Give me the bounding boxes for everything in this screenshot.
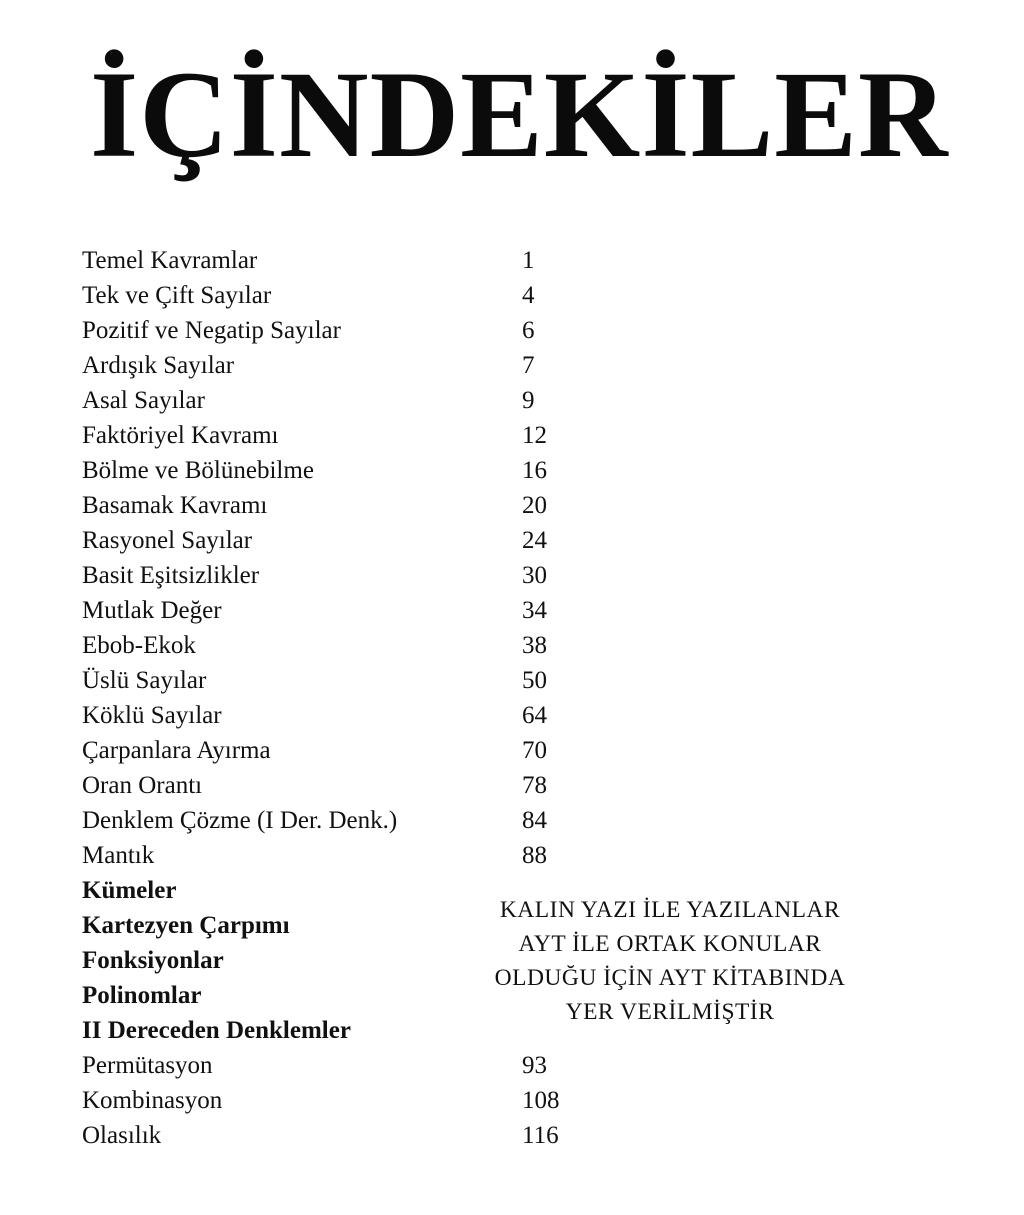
toc-entry-page: 84 [522, 807, 547, 834]
toc-entry-label: Fonksiyonlar [82, 947, 224, 974]
toc-entry-page: 88 [522, 842, 547, 869]
note-line: AYT İLE ORTAK KONULAR [518, 931, 822, 957]
toc-entry-page: 70 [522, 737, 547, 764]
toc-entry-label: II Dereceden Denklemler [82, 1017, 351, 1044]
toc-entry-page: 16 [522, 457, 547, 484]
toc-entry-label: Polinomlar [82, 982, 202, 1009]
toc-entry-page: 108 [522, 1087, 560, 1114]
toc-entry-page: 50 [522, 667, 547, 694]
toc-entry [82, 803, 642, 838]
toc-entry [82, 313, 642, 348]
toc-entry [82, 558, 642, 593]
toc-entry-page: 1 [522, 247, 535, 274]
toc-entry-page: 93 [522, 1052, 547, 1079]
toc-entry [82, 278, 642, 313]
toc-entry [82, 663, 642, 698]
toc-entry-label: Basamak Kavramı [82, 492, 268, 519]
toc-entry-page: 34 [522, 597, 547, 624]
toc-entry-page: 7 [522, 352, 535, 379]
toc-entry-page: 24 [522, 527, 547, 554]
toc-entry [82, 243, 642, 278]
toc-entry [82, 628, 642, 663]
toc-entry [82, 383, 642, 418]
note-line: OLDUĞU İÇİN AYT KİTABINDA [494, 965, 846, 991]
toc-entry-label: Mantık [82, 842, 155, 869]
toc-entry-label: Mutlak Değer [82, 597, 222, 624]
toc-entry-page: 116 [522, 1122, 559, 1149]
toc-entry-label: Basit Eşitsizlikler [82, 562, 260, 589]
toc-entry [82, 838, 642, 873]
toc-entry [82, 523, 642, 558]
toc-entry-label: Olasılık [82, 1122, 162, 1149]
toc-entry-page: 6 [522, 317, 535, 344]
toc-entry-label: Kartezyen Çarpımı [82, 912, 290, 939]
toc-entry [82, 768, 642, 803]
toc-entry-label: Kümeler [82, 877, 177, 904]
toc-entry-label: Kombinasyon [82, 1087, 223, 1114]
toc-entry [82, 698, 642, 733]
toc-entry [82, 348, 642, 383]
toc-entry [82, 733, 642, 768]
toc-entry-page: 4 [522, 282, 535, 309]
toc-entry-page: 64 [522, 702, 547, 729]
toc-entry-label: Permütasyon [82, 1052, 213, 1079]
toc-entry [82, 1118, 642, 1153]
toc-entry [82, 488, 642, 523]
toc-entry [82, 1048, 642, 1083]
note-line: KALIN YAZI İLE YAZILANLAR [499, 897, 841, 923]
toc-entry-label: Faktöriyel Kavramı [82, 422, 279, 449]
bold-topics-note [440, 893, 900, 1029]
toc-entry-page: 20 [522, 492, 547, 519]
toc-entry-page: 9 [522, 387, 535, 414]
toc-entry-page: 38 [522, 632, 547, 659]
note-line: YER VERİLMİŞTİR [565, 999, 775, 1025]
toc-entry-page: 12 [522, 422, 547, 449]
toc-entry-label: Bölme ve Bölünebilme [82, 457, 314, 484]
toc-entry-label: Tek ve Çift Sayılar [82, 282, 272, 309]
toc-entry-label: Köklü Sayılar [82, 702, 222, 729]
toc-entry [82, 418, 642, 453]
toc-entry-label: Çarpanlara Ayırma [82, 737, 271, 764]
toc-entry-label: Denklem Çözme (I Der. Denk.) [82, 807, 398, 834]
toc-entry-label: Pozitif ve Negatip Sayılar [82, 317, 341, 344]
toc-entry-label: Üslü Sayılar [82, 667, 207, 694]
toc-entry-label: Ebob-Ekok [82, 632, 196, 659]
toc-entry-label: Rasyonel Sayılar [82, 527, 253, 554]
toc-entry-label: Asal Sayılar [82, 387, 205, 414]
toc-entry-page: 78 [522, 772, 547, 799]
page-title: İÇİNDEKİLER [90, 46, 949, 183]
toc-entry [82, 593, 642, 628]
toc-entry [82, 1083, 642, 1118]
toc-entry-label: Ardışık Sayılar [82, 352, 235, 379]
toc-entry-label: Temel Kavramlar [82, 247, 258, 274]
toc-entry [82, 453, 642, 488]
toc-entry-label: Oran Orantı [82, 772, 203, 799]
toc-entry-page: 30 [522, 562, 547, 589]
